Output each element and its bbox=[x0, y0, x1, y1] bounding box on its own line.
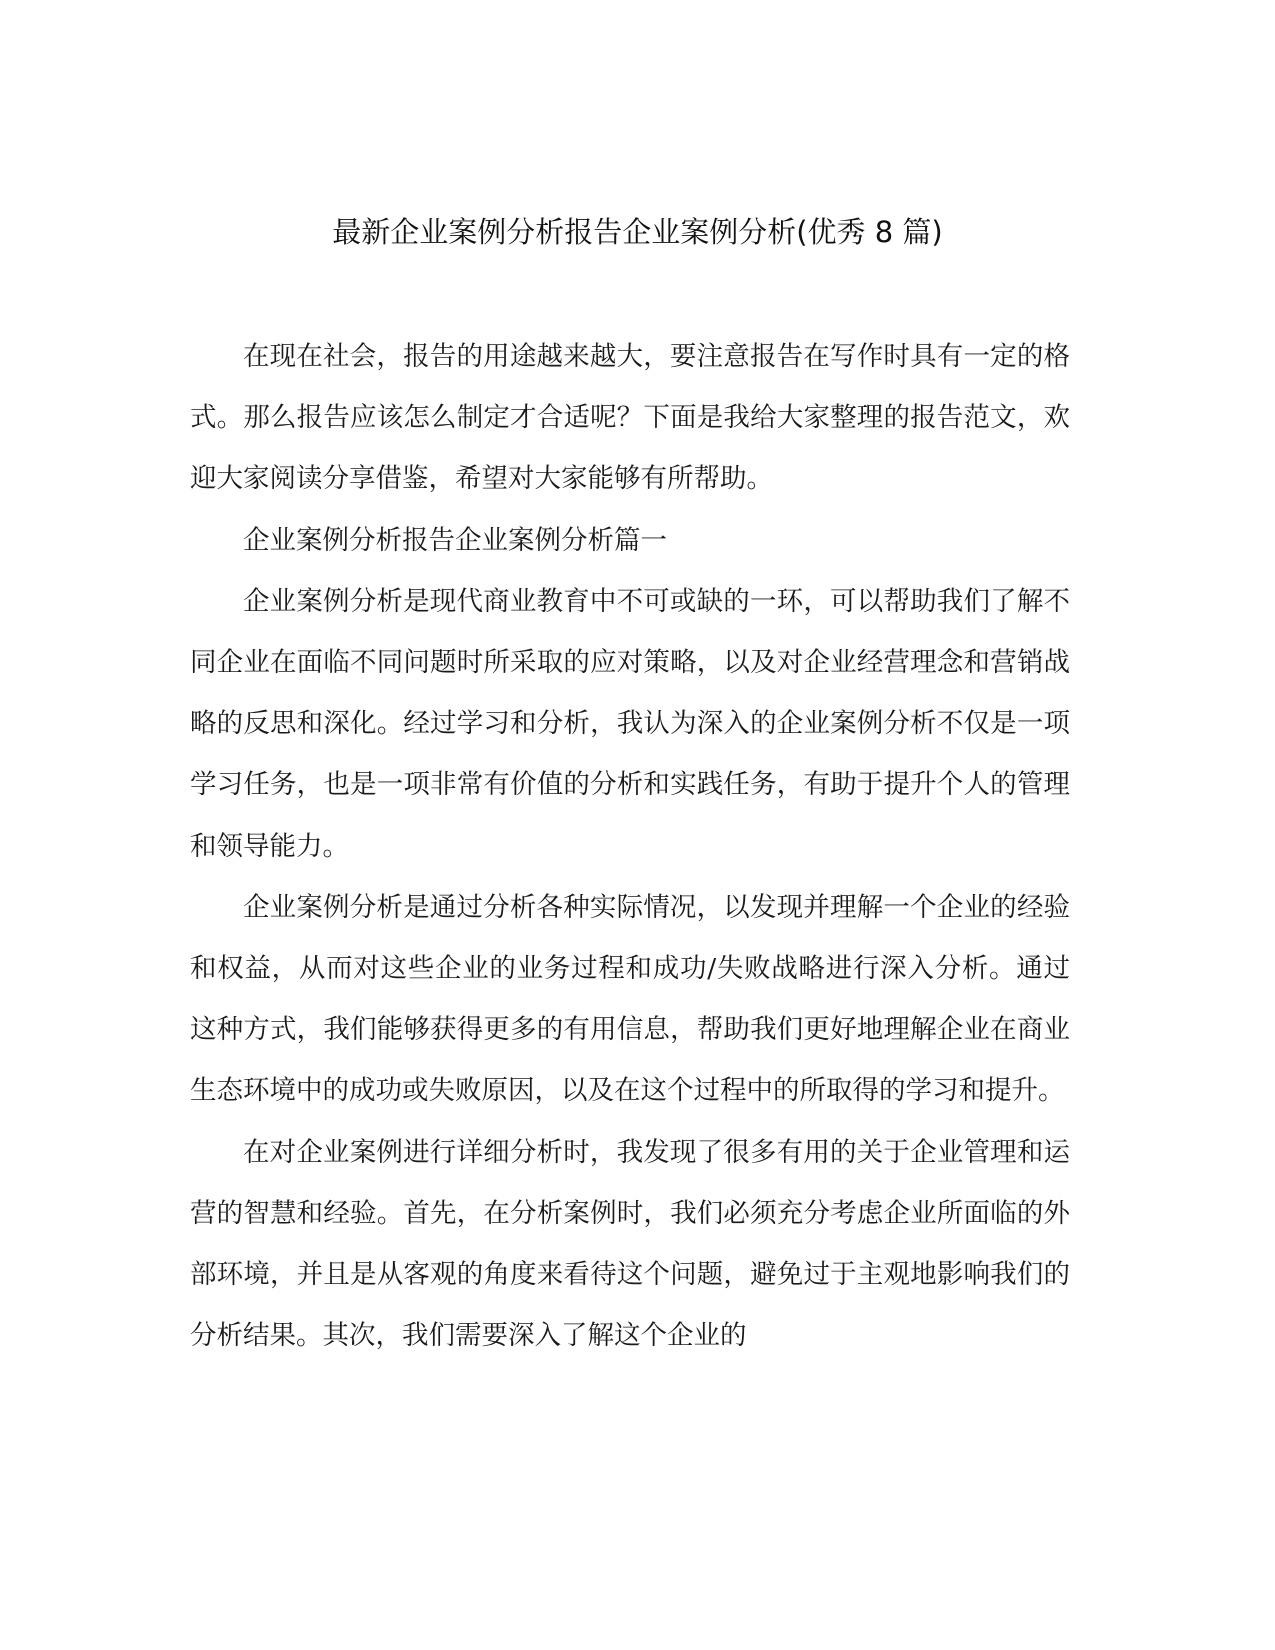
body-paragraph: 企业案例分析是通过分析各种实际情况，以发现并理解一个企业的经验和权益，从而对这些企业的业务过程和成功/失败战略进行深入分析。通过这种方式，我们能够获得更多的有用信息，帮助我们更好地理解企业在商业生态环境中的成功或失败原因，以及在这个过程中的所取得的学习和提升。 bbox=[190, 891, 1070, 1107]
intro-paragraph: 在现在社会，报告的用途越来越大，要注意报告在写作时具有一定的格式。那么报告应该怎么制定才合适呢？下面是我给大家整理的报告范文，欢迎大家阅读分享借鉴，希望对大家能够有所帮助。 bbox=[190, 341, 1070, 495]
section-heading: 企业案例分析报告企业案例分析篇一 bbox=[243, 524, 667, 556]
body-paragraph: 企业案例分析是现代商业教育中不可或缺的一环，可以帮助我们了解不同企业在面临不同问题时所采取的应对策略，以及对企业经营理念和营销战略的反思和深化。经过学习和分析，我认为深入的企业案例分析不仅是一项学习任务，也是一项非常有价值的分析和实践任务，有助于提升个人的管理和领导能力。 bbox=[190, 585, 1070, 862]
document-body bbox=[190, 326, 1070, 1366]
document-title: 最新企业案例分析报告企业案例分析(优秀 8 篇) bbox=[332, 215, 943, 249]
body-paragraph: 在对企业案例进行详细分析时，我发现了很多有用的关于企业管理和运营的智慧和经验。首先，在分析案例时，我们必须充分考虑企业所面临的外部环境，并且是从客观的角度来看待这个问题，避免过于主观地影响我们的分析结果。其次，我们需要深入了解这个企业的 bbox=[190, 1136, 1070, 1352]
